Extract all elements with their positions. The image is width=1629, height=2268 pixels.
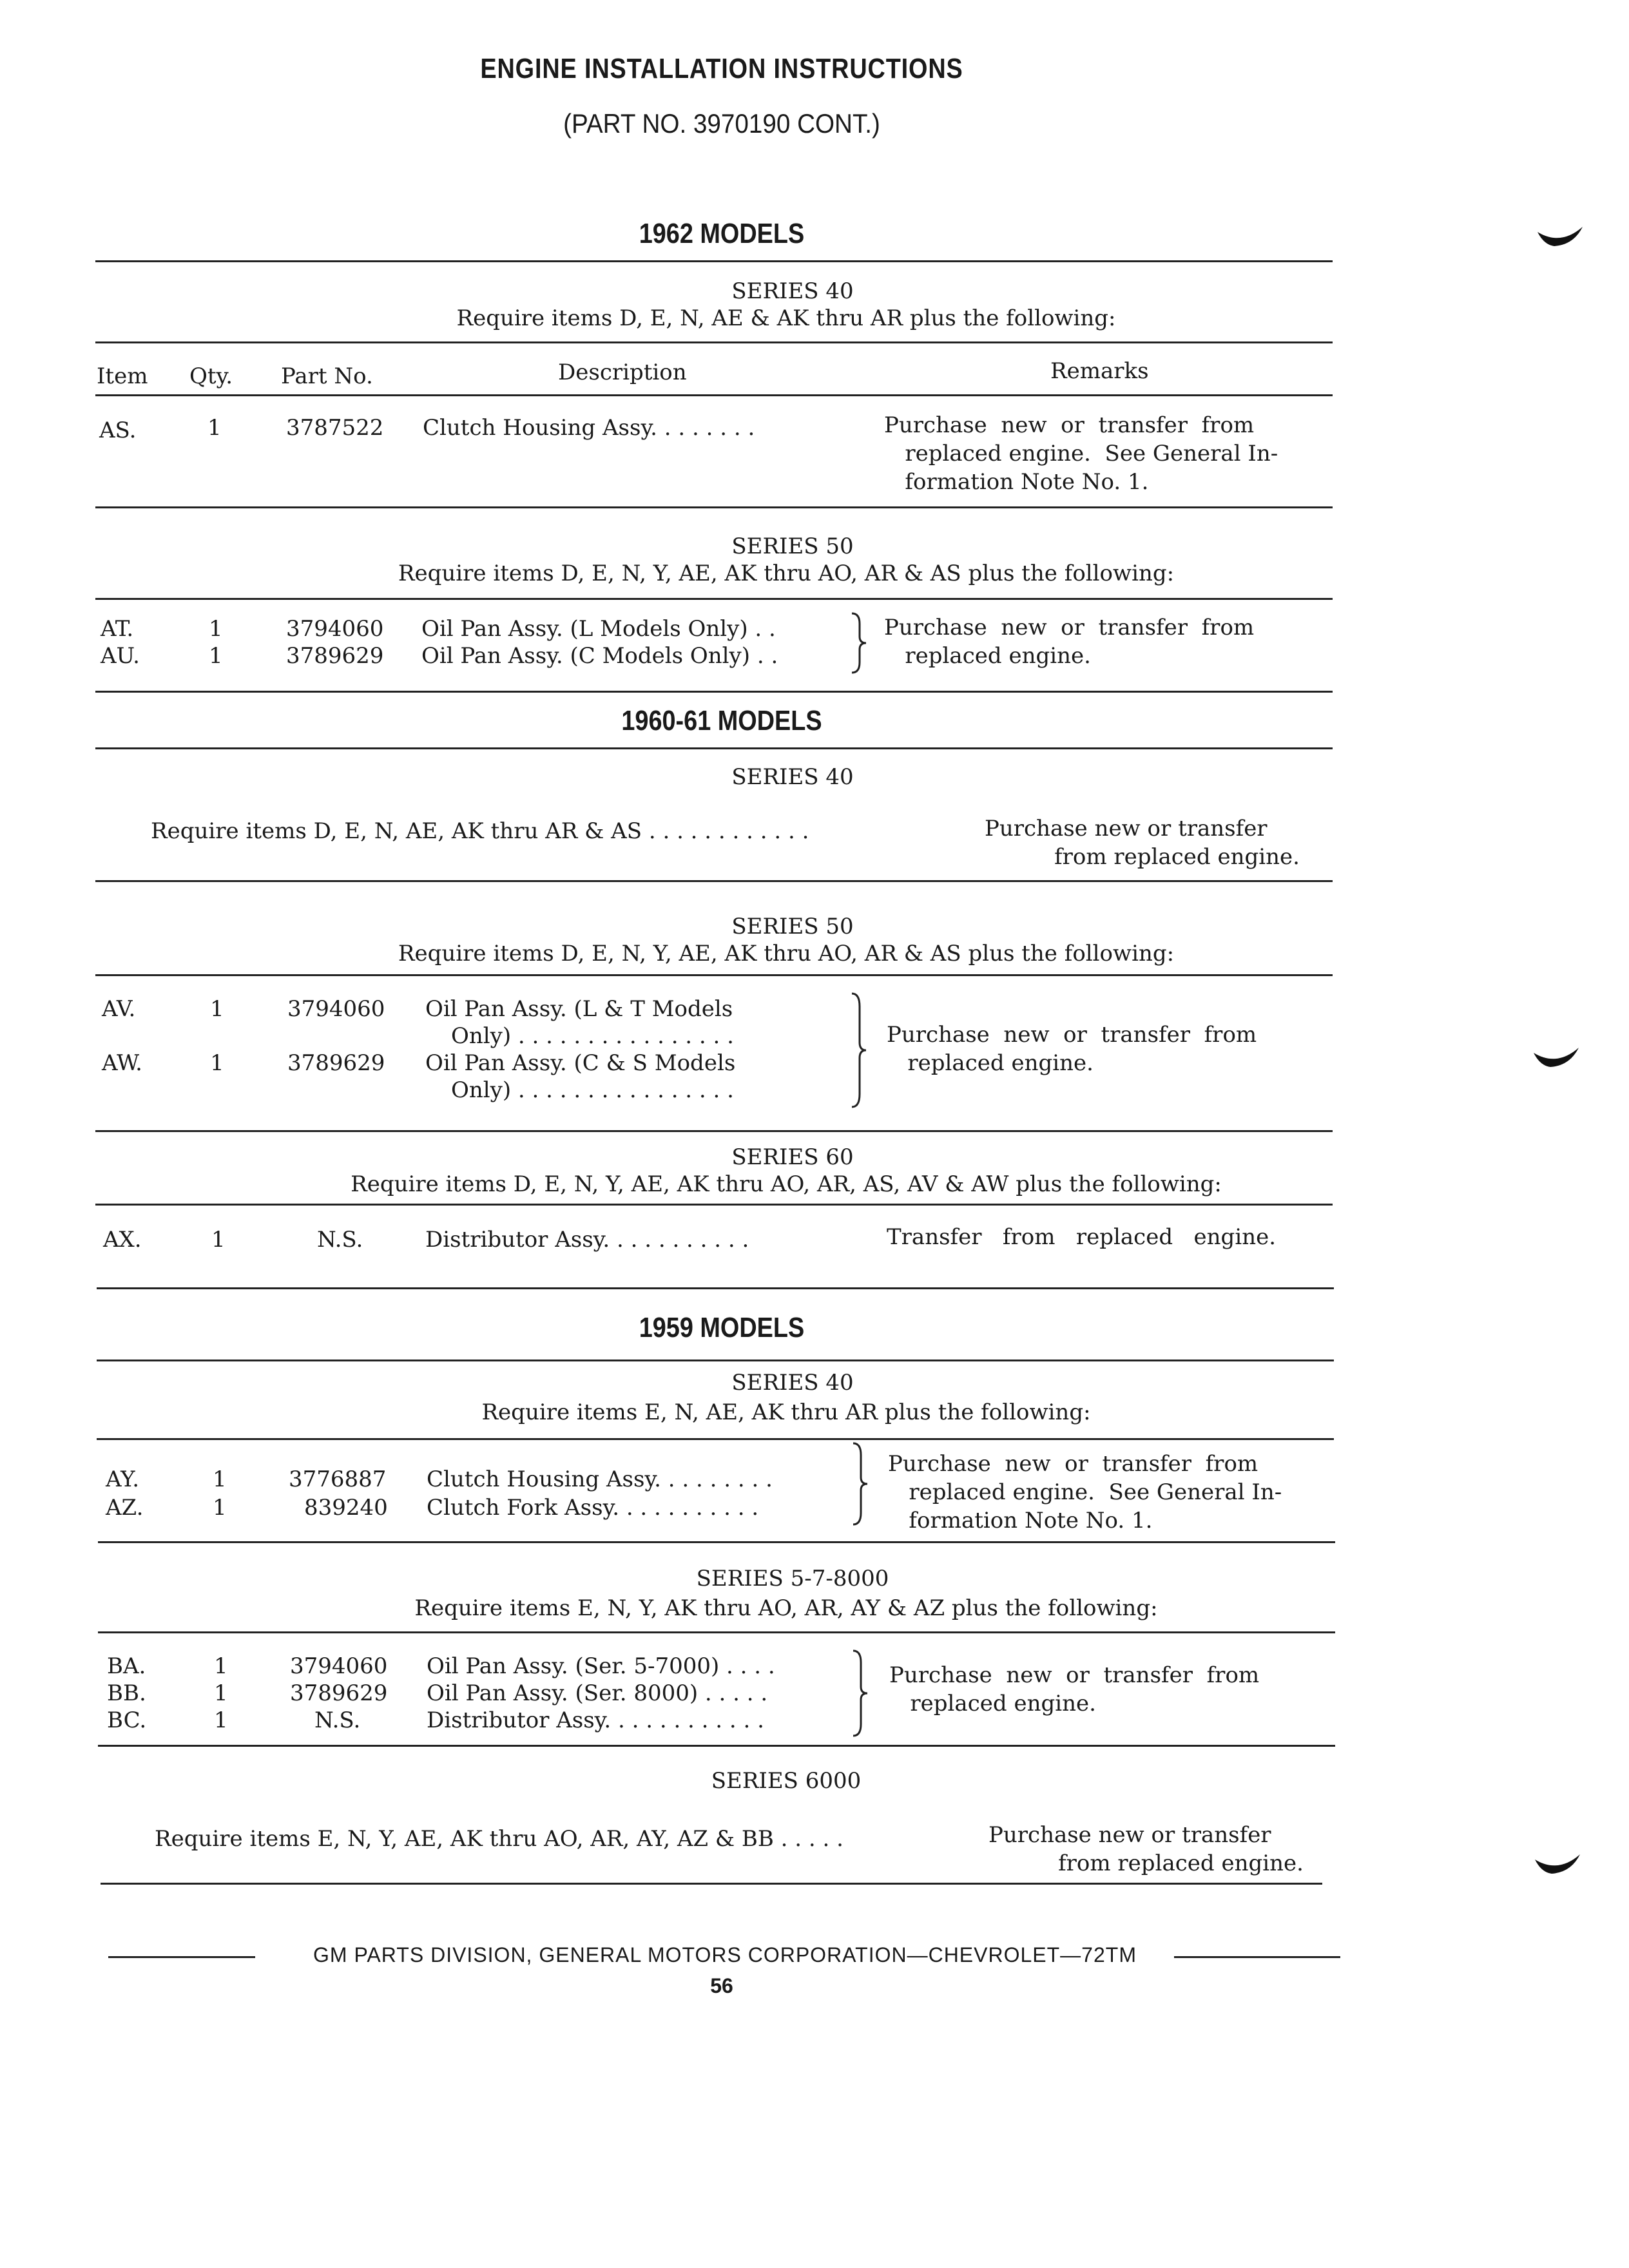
quantity: 1 xyxy=(213,1495,227,1521)
divider xyxy=(95,1130,1333,1132)
column-header-description: Description xyxy=(558,360,687,385)
series-label: SERIES 5-7-8000 xyxy=(696,1566,889,1591)
divider xyxy=(97,1360,1334,1361)
item-code: AT. xyxy=(101,616,134,642)
item-code: AV. xyxy=(102,996,136,1022)
divider xyxy=(97,1287,1334,1289)
series-label: SERIES 50 xyxy=(731,533,854,559)
description: Oil Pan Assy. (Ser. 8000) . . . . . xyxy=(427,1680,768,1706)
binding-mark xyxy=(1532,1850,1584,1885)
series-label: SERIES 6000 xyxy=(711,1768,862,1794)
item-code: AS. xyxy=(99,418,137,443)
column-header-remarks: Remarks xyxy=(1050,358,1149,384)
remarks: Purchase new or transfer from replaced engine. xyxy=(884,615,1255,669)
part-number: 3789629 xyxy=(287,1050,385,1076)
series-label: SERIES 50 xyxy=(731,914,854,939)
divider xyxy=(98,1631,1335,1633)
document-subtitle: (PART NO. 3970190 CONT.) xyxy=(563,108,880,139)
divider xyxy=(98,1745,1335,1747)
footer-rule-left xyxy=(108,1956,255,1958)
part-number: 3794060 xyxy=(287,996,385,1022)
description-continued: Only) . . . . . . . . . . . . . . . . xyxy=(451,1023,734,1049)
section-heading-1959: 1959 MODELS xyxy=(639,1312,805,1343)
section-heading-1960-61: 1960-61 MODELS xyxy=(621,705,822,736)
divider xyxy=(95,598,1333,600)
quantity: 1 xyxy=(210,996,224,1022)
divider xyxy=(95,1204,1333,1206)
quantity: 1 xyxy=(209,643,223,669)
description: Distributor Assy. . . . . . . . . . . xyxy=(425,1227,749,1253)
requirement-text: Require items D, E, N, AE & AK thru AR plus the following: xyxy=(456,305,1116,331)
quantity: 1 xyxy=(214,1653,228,1679)
remarks: Purchase new or transfer from replaced engine. See General In- formation Note No. 1. xyxy=(888,1451,1282,1533)
series-label: SERIES 40 xyxy=(731,1370,854,1396)
description: Clutch Housing Assy. . . . . . . . xyxy=(423,415,755,441)
divider xyxy=(95,747,1333,749)
item-code: AZ. xyxy=(106,1495,144,1521)
section-heading-1962: 1962 MODELS xyxy=(639,218,805,249)
divider xyxy=(95,974,1333,976)
divider xyxy=(95,394,1333,396)
description: Oil Pan Assy. (C & S Models xyxy=(425,1050,736,1076)
item-code: BC. xyxy=(107,1707,147,1733)
remarks: Purchase new or transfer from replaced engine. xyxy=(887,1022,1257,1076)
item-code: AX. xyxy=(103,1227,142,1253)
quantity: 1 xyxy=(213,1466,227,1492)
description: Clutch Fork Assy. . . . . . . . . . . xyxy=(427,1495,759,1521)
quantity: 1 xyxy=(209,616,223,642)
column-header-item: Item xyxy=(97,363,148,389)
divider xyxy=(95,880,1333,882)
quantity: 1 xyxy=(214,1707,228,1733)
quantity: 1 xyxy=(211,1227,226,1253)
quantity: 1 xyxy=(210,1050,224,1076)
item-code: BB. xyxy=(107,1680,146,1706)
brace xyxy=(851,1649,870,1737)
document-title: ENGINE INSTALLATION INSTRUCTIONS xyxy=(480,53,963,84)
requirement-text: Require items E, N, AE, AK thru AR plus the following: xyxy=(481,1399,1091,1425)
remarks: Purchase new or transfer from replaced engine. See General In- formation Note No. 1. xyxy=(884,412,1278,495)
part-number: 3789629 xyxy=(290,1680,388,1706)
description: Oil Pan Assy. (L & T Models xyxy=(425,996,733,1022)
divider xyxy=(95,691,1333,693)
brace xyxy=(849,612,869,674)
item-code: AY. xyxy=(106,1466,140,1492)
item-code: AU. xyxy=(101,643,140,669)
column-header-part-no: Part No. xyxy=(281,363,373,389)
part-number: 3794060 xyxy=(290,1653,388,1679)
divider xyxy=(101,1883,1322,1885)
footer-text: GM PARTS DIVISION, GENERAL MOTORS CORPORATION—CHEVROLET—72TM xyxy=(313,1943,1137,1966)
series-label: SERIES 60 xyxy=(731,1144,854,1170)
description: Oil Pan Assy. (Ser. 5-7000) . . . . xyxy=(427,1653,775,1679)
part-number: 3789629 xyxy=(286,643,384,669)
binding-mark xyxy=(1531,1044,1583,1079)
requirement-text: Require items E, N, Y, AE, AK thru AO, AR, AY, AZ & BB . . . . . xyxy=(155,1826,843,1852)
requirement-text: Require items D, E, N, AE, AK thru AR & AS . . . . . . . . . . . . xyxy=(151,818,809,844)
footer-rule-right xyxy=(1174,1956,1340,1958)
part-number: 839240 xyxy=(304,1495,388,1521)
part-number: 3787522 xyxy=(286,415,384,441)
divider xyxy=(95,341,1333,343)
series-label: SERIES 40 xyxy=(731,764,854,790)
requirement-text: Require items E, N, Y, AK thru AO, AR, AY & AZ plus the following: xyxy=(414,1595,1158,1621)
part-number: N.S. xyxy=(317,1227,363,1253)
remarks: Transfer from replaced engine. xyxy=(887,1224,1277,1250)
divider xyxy=(95,506,1333,508)
divider xyxy=(98,1541,1335,1543)
binding-mark xyxy=(1535,223,1586,258)
column-header-qty: Qty. xyxy=(189,363,233,389)
brace xyxy=(851,1442,870,1526)
description: Oil Pan Assy. (L Models Only) . . xyxy=(421,616,776,642)
part-number: 3776887 xyxy=(289,1466,387,1492)
item-code: AW. xyxy=(102,1050,142,1076)
description: Clutch Housing Assy. . . . . . . . . xyxy=(427,1466,773,1492)
quantity: 1 xyxy=(207,415,222,441)
requirement-text: Require items D, E, N, Y, AE, AK thru AO, AR & AS plus the following: xyxy=(398,561,1175,586)
description: Oil Pan Assy. (C Models Only) . . xyxy=(421,643,778,669)
part-number: N.S. xyxy=(314,1707,361,1733)
remarks: Purchase new or transfer from replaced engine. xyxy=(988,1822,1304,1876)
part-number: 3794060 xyxy=(286,616,384,642)
description: Distributor Assy. . . . . . . . . . . . xyxy=(427,1707,764,1733)
divider xyxy=(97,1438,1334,1440)
requirement-text: Require items D, E, N, Y, AE, AK thru AO, AR & AS plus the following: xyxy=(398,941,1175,966)
remarks: Purchase new or transfer from replaced engine. xyxy=(985,816,1300,870)
divider xyxy=(95,260,1333,262)
brace xyxy=(849,992,869,1108)
quantity: 1 xyxy=(214,1680,228,1706)
item-code: BA. xyxy=(107,1653,146,1679)
remarks: Purchase new or transfer from replaced engine. xyxy=(889,1662,1260,1716)
series-label: SERIES 40 xyxy=(731,278,854,304)
page-number: 56 xyxy=(710,1974,733,1997)
description-continued: Only) . . . . . . . . . . . . . . . . xyxy=(451,1077,734,1103)
requirement-text: Require items D, E, N, Y, AE, AK thru AO, AR, AS, AV & AW plus the following: xyxy=(351,1171,1222,1197)
